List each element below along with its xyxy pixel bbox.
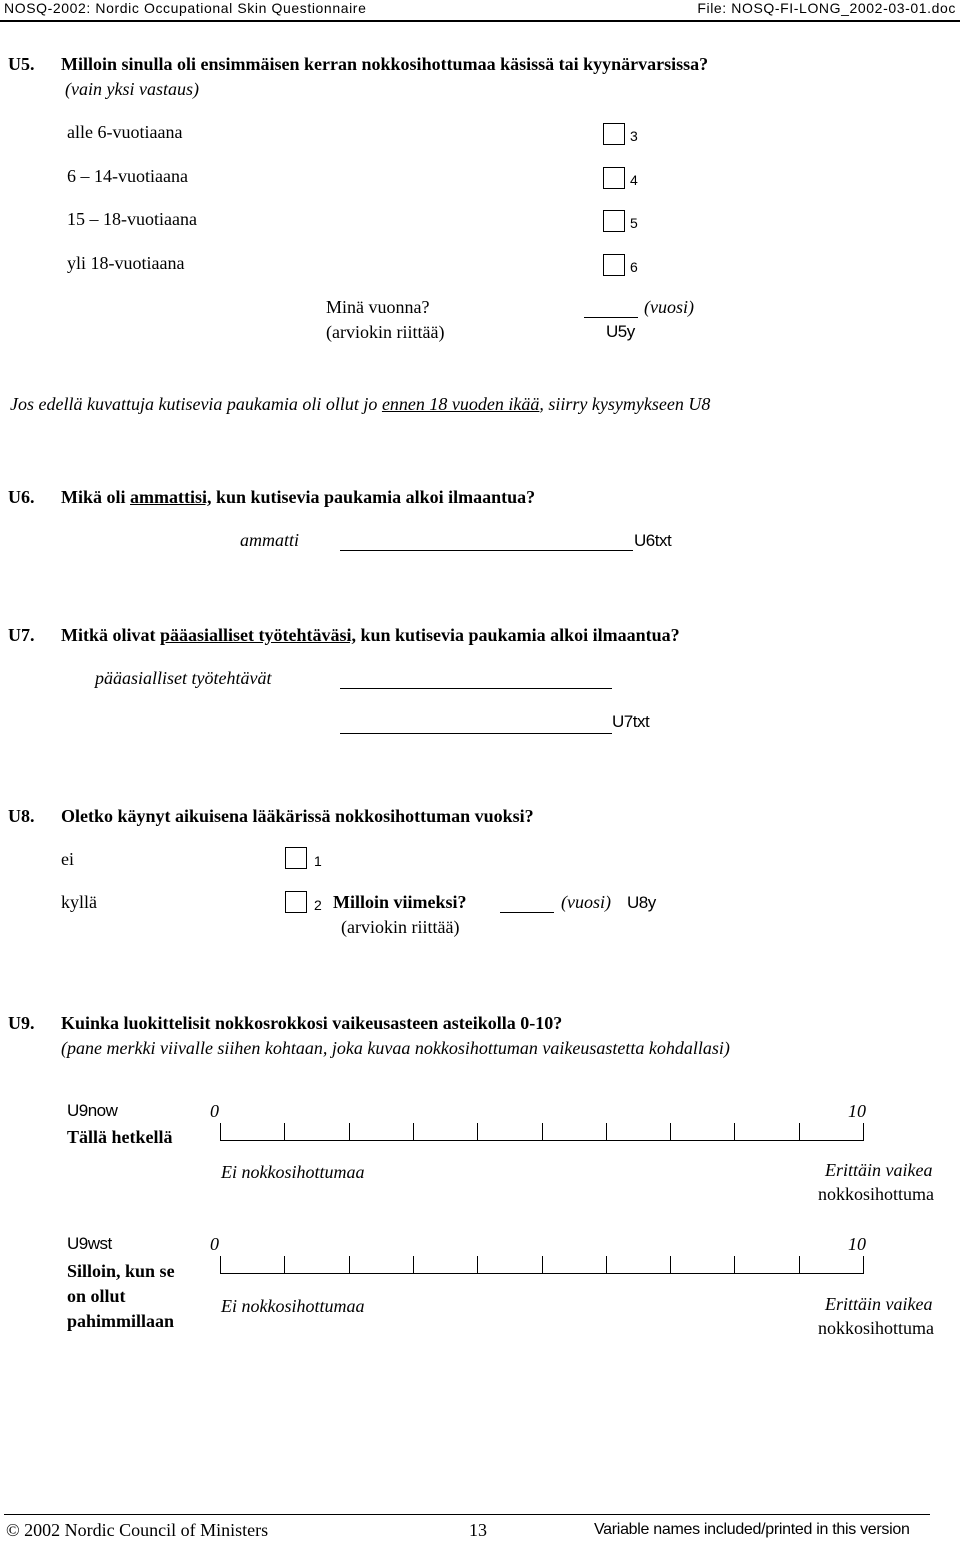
u8-variable: U8y	[627, 893, 656, 912]
u9-now-min: 0	[210, 1101, 219, 1121]
u8-year-hint: (arviokin riittää)	[341, 917, 460, 937]
u5-year-hint: (arviokin riittää)	[326, 322, 445, 342]
u8-number: U8.	[8, 806, 35, 826]
u9-now-label: Tällä hetkellä	[67, 1127, 173, 1147]
footer-copyright: © 2002 Nordic Council of Ministers	[6, 1520, 269, 1540]
u9-worst-max-desc: nokkosihottuma	[818, 1318, 934, 1338]
u5-number: U5.	[8, 54, 35, 74]
scale-tick	[284, 1123, 285, 1141]
scale-tick	[863, 1123, 864, 1141]
u5-year-question: Minä vuonna?	[326, 297, 430, 317]
u5-option-code: 5	[630, 215, 638, 231]
u5-option-code: 4	[630, 172, 638, 188]
u8-year-input-line[interactable]	[500, 912, 554, 913]
u6-number: U6.	[8, 487, 35, 507]
scale-tick	[220, 1123, 221, 1141]
u5-option-label: yli 18-vuotiaana	[67, 253, 185, 273]
u9-worst-label: on ollut	[67, 1286, 126, 1306]
u9-question: Kuinka luokittelisit nokkosrokkosi vaikeusasteen asteikolla 0-10?	[61, 1013, 563, 1033]
u9-now-max-desc: nokkosihottuma	[818, 1184, 934, 1204]
u8-option-label: ei	[61, 849, 74, 869]
scale-tick	[863, 1256, 864, 1274]
scale-tick	[670, 1123, 671, 1141]
u6-question: Mikä oli ammattisi, kun kutisevia paukamia alkoi ilmaantua?	[61, 487, 536, 507]
scale-tick	[220, 1256, 221, 1274]
u9-now-scale-line[interactable]	[220, 1140, 864, 1141]
u9-worst-max-desc: Erittäin vaikea	[825, 1294, 933, 1314]
scale-tick	[477, 1123, 478, 1141]
scale-tick	[670, 1256, 671, 1274]
u9-instruction: (pane merkki viivalle siihen kohtaan, joka kuvaa nokkosihottuman vaikeusastetta kohdallasi)	[61, 1038, 730, 1058]
u9-worst-variable: U9wst	[67, 1234, 112, 1253]
footer-page-number: 13	[469, 1520, 487, 1540]
scale-tick	[284, 1256, 285, 1274]
u8-question: Oletko käynyt aikuisena lääkärissä nokkosihottuman vuoksi?	[61, 806, 534, 826]
u5-option-code: 6	[630, 259, 638, 275]
scale-tick	[349, 1256, 350, 1274]
u7-variable: U7txt	[612, 712, 650, 731]
u8-option-checkbox[interactable]	[285, 891, 307, 913]
scale-tick	[734, 1256, 735, 1274]
u9-now-variable: U9now	[67, 1101, 118, 1120]
u9-now-min-desc: Ei nokkosihottumaa	[221, 1162, 365, 1182]
u5-year-unit: (vuosi)	[644, 297, 694, 317]
u5-option-label: alle 6-vuotiaana	[67, 122, 183, 142]
header-divider	[0, 20, 960, 22]
u5-question: Milloin sinulla oli ensimmäisen kerran nokkosihottumaa käsissä tai kyynärvarsissa?	[61, 54, 709, 74]
header-right: File: NOSQ-FI-LONG_2002-03-01.doc	[697, 0, 956, 16]
scale-tick	[477, 1256, 478, 1274]
u7-question: Mitkä olivat pääasialliset työtehtäväsi, kun kutisevia paukamia alkoi ilmaantua?	[61, 625, 680, 645]
scale-tick	[606, 1123, 607, 1141]
u8-option-code: 1	[314, 853, 322, 869]
u9-worst-max: 10	[848, 1234, 866, 1254]
u7-field-label: pääasialliset työtehtävät	[95, 668, 272, 688]
u9-now-max-desc: Erittäin vaikea	[825, 1160, 933, 1180]
scale-tick	[542, 1256, 543, 1274]
u8-year-unit: (vuosi)	[561, 892, 611, 912]
u9-worst-min: 0	[210, 1234, 219, 1254]
scale-tick	[349, 1123, 350, 1141]
u8-when-question: Milloin viimeksi?	[333, 892, 467, 912]
u6-variable: U6txt	[634, 531, 672, 550]
u9-now-max: 10	[848, 1101, 866, 1121]
u5-option-checkbox[interactable]	[603, 123, 625, 145]
scale-tick	[542, 1123, 543, 1141]
u9-number: U9.	[8, 1013, 35, 1033]
scale-tick	[799, 1123, 800, 1141]
skip-instruction: Jos edellä kuvattuja kutisevia paukamia oli ollut jo ennen 18 vuoden ikää, siirry kysymykseen U8	[10, 394, 711, 414]
footer-note: Variable names included/printed in this version	[594, 1521, 910, 1538]
u8-option-checkbox[interactable]	[285, 847, 307, 869]
u5-option-label: 15 – 18-vuotiaana	[67, 209, 197, 229]
footer-divider	[4, 1514, 930, 1515]
scale-tick	[606, 1256, 607, 1274]
u9-worst-scale-line[interactable]	[220, 1273, 864, 1274]
header-left: NOSQ-2002: Nordic Occupational Skin Questionnaire	[4, 0, 367, 16]
scale-tick	[413, 1256, 414, 1274]
u5-option-checkbox[interactable]	[603, 167, 625, 189]
u5-year-input-line[interactable]	[584, 317, 638, 318]
u5-instruction: (vain yksi vastaus)	[65, 79, 199, 99]
u6-field-label: ammatti	[240, 530, 300, 550]
u5-option-checkbox[interactable]	[603, 254, 625, 276]
u7-number: U7.	[8, 625, 35, 645]
u8-option-code: 2	[314, 897, 322, 913]
u9-worst-label: Silloin, kun se	[67, 1261, 175, 1281]
scale-tick	[734, 1123, 735, 1141]
u9-worst-min-desc: Ei nokkosihottumaa	[221, 1296, 365, 1316]
scale-tick	[799, 1256, 800, 1274]
u5-year-variable: U5y	[606, 322, 635, 341]
scale-tick	[413, 1123, 414, 1141]
u6-occupation-input-line[interactable]	[340, 550, 633, 551]
u8-option-label: kyllä	[61, 892, 97, 912]
u5-option-checkbox[interactable]	[603, 210, 625, 232]
u7-tasks-input-line[interactable]	[340, 733, 612, 734]
u7-tasks-input-line[interactable]	[340, 688, 612, 689]
u9-worst-label: pahimmillaan	[67, 1311, 175, 1331]
u5-option-code: 3	[630, 128, 638, 144]
u5-option-label: 6 – 14-vuotiaana	[67, 166, 188, 186]
